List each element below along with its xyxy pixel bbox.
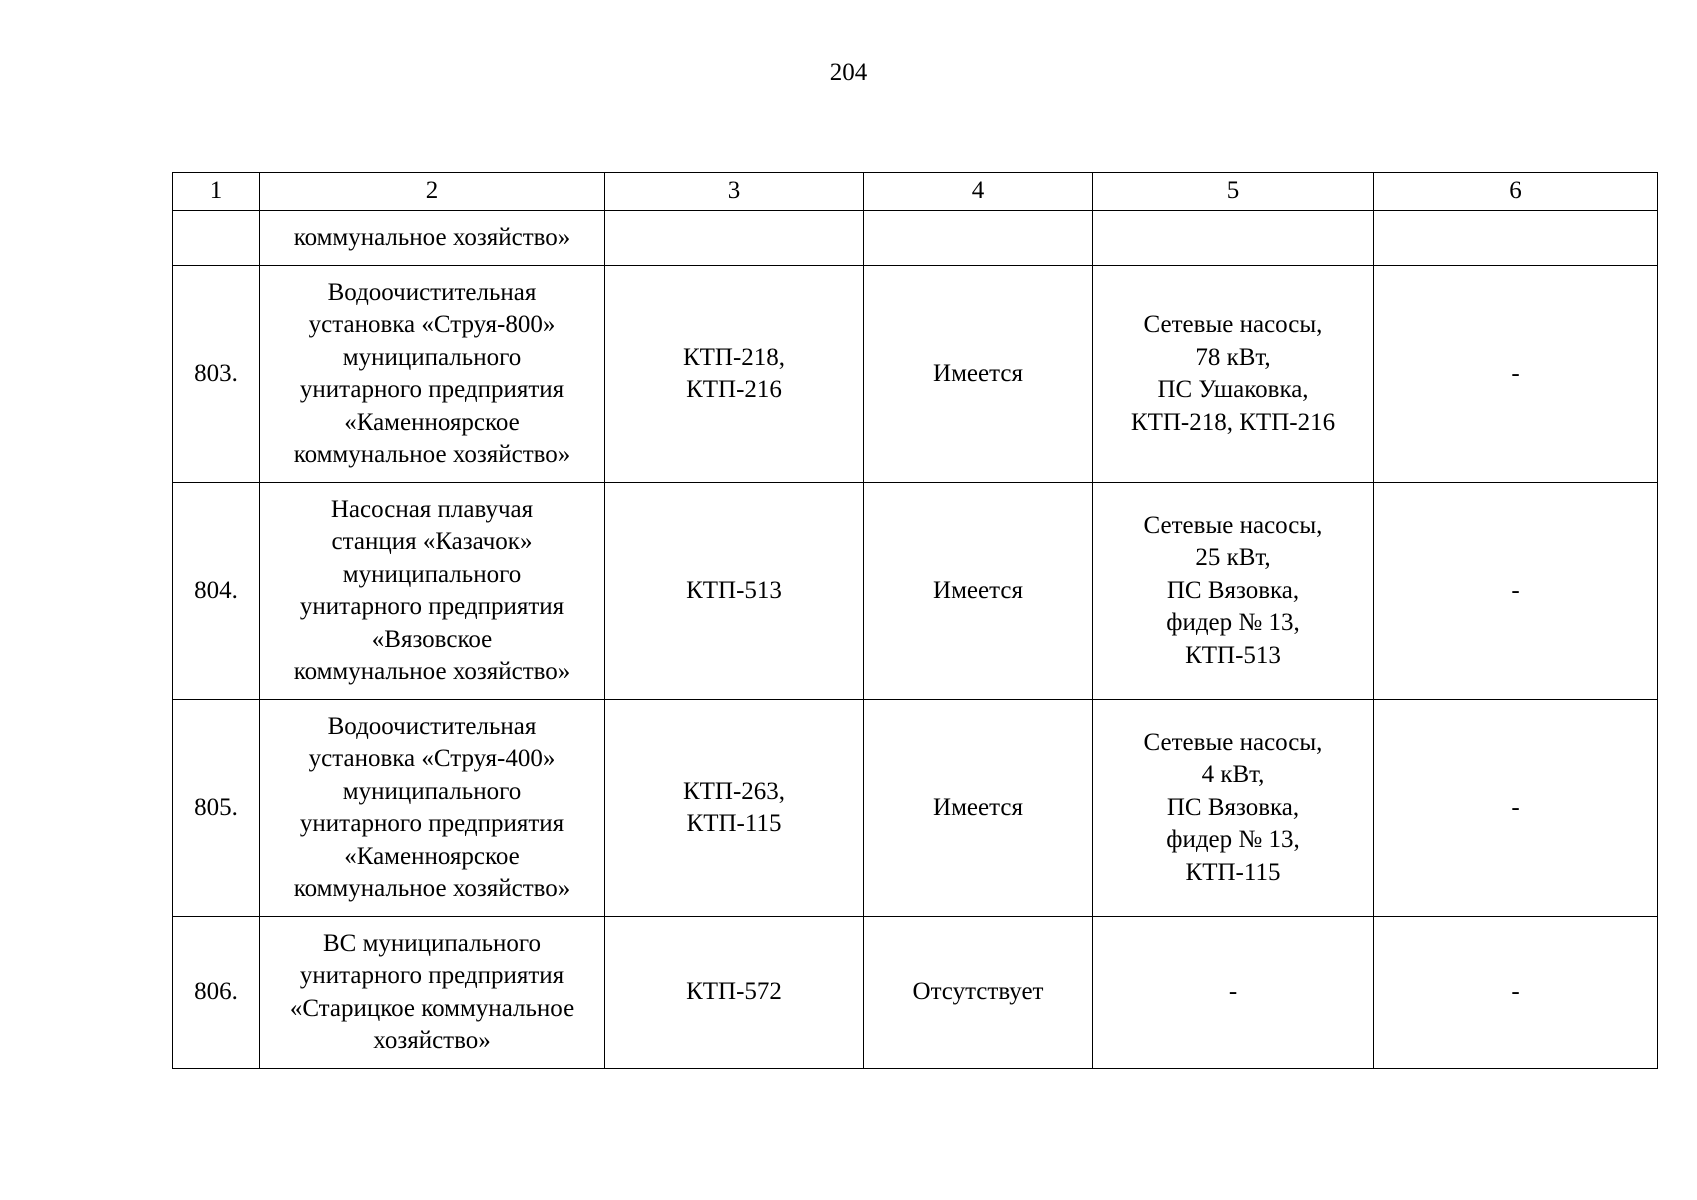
header-cell-6: 6: [1374, 173, 1658, 211]
cell-ktp: [605, 266, 864, 483]
cell-col6: [1374, 211, 1658, 266]
cell-col6: -: [1374, 266, 1658, 483]
cell-name-line: унитарного предприятия: [299, 962, 565, 989]
cell-supply-line: фидер № 13,: [1166, 826, 1300, 854]
cell-ktp-line: КТП-263,: [682, 777, 786, 805]
cell-col6: -: [1374, 917, 1658, 1069]
cell-col6: -: [1374, 483, 1658, 700]
cell-name: [260, 917, 605, 1069]
cell-supply-line: -: [1228, 978, 1238, 1006]
header-cell-1: 1: [173, 173, 260, 211]
page-number: 204: [829, 59, 868, 86]
cell-name: [260, 266, 605, 483]
cell-supply-line: КТП-115: [1185, 858, 1281, 886]
cell-name-line: муниципального: [342, 343, 522, 371]
cell-name-line: «Вязовское: [371, 625, 493, 653]
cell-supply-line: 4 кВт,: [1201, 761, 1265, 789]
cell-name-line: «Каменноярское: [344, 408, 520, 436]
cell-name-line: унитарного предприятия: [299, 376, 565, 403]
cell-ktp-line: КТП-572: [686, 978, 782, 1006]
cell-name-line: установка «Струя-800»: [308, 311, 556, 338]
cell-name: [260, 700, 605, 917]
cell-name-line: Водоочистительная: [327, 712, 537, 740]
cell-number: 804.: [173, 483, 260, 700]
cell-col6: -: [1374, 700, 1658, 917]
cell-supply-line: Сетевые насосы,: [1143, 728, 1323, 756]
cell-ktp: [605, 211, 864, 266]
header-cell-4: 4: [864, 173, 1093, 211]
cell-name-line: унитарного предприятия: [299, 593, 565, 620]
cell-availability: [864, 211, 1093, 266]
cell-name-line: ВС муниципального: [322, 929, 542, 957]
cell-name-line: коммунальное хозяйство»: [293, 223, 571, 251]
table-row: [173, 917, 1658, 1069]
cell-supply-line: КТП-218, КТП-216: [1130, 408, 1336, 436]
cell-availability: Имеется: [864, 700, 1093, 917]
header-cell-3: 3: [605, 173, 864, 211]
cell-ktp: [605, 483, 864, 700]
cell-supply-line: 25 кВт,: [1195, 544, 1271, 572]
cell-supply-line: ПС Ушаковка,: [1157, 376, 1309, 403]
table-header-row: [173, 173, 1658, 211]
header-cell-2: 2: [260, 173, 605, 211]
cell-availability: Имеется: [864, 483, 1093, 700]
cell-supply-line: Сетевые насосы,: [1143, 311, 1323, 338]
cell-number: 805.: [173, 700, 260, 917]
cell-number: 803.: [173, 266, 260, 483]
data-table: [172, 172, 1658, 1069]
table-row-continuation: [173, 211, 1658, 266]
cell-name: [260, 211, 605, 266]
header-cell-5: 5: [1093, 173, 1374, 211]
cell-name-line: Водоочистительная: [327, 278, 537, 306]
cell-ktp-line: КТП-216: [686, 376, 782, 403]
cell-name-line: коммунальное хозяйство»: [293, 658, 571, 685]
cell-number: 806.: [173, 917, 260, 1069]
cell-ktp-line: КТП-115: [686, 810, 782, 837]
table-row: [173, 266, 1658, 483]
table-row: [173, 700, 1658, 917]
cell-supply: [1093, 266, 1374, 483]
cell-supply-line: ПС Вязовка,: [1166, 793, 1300, 821]
cell-name-line: муниципального: [342, 777, 522, 805]
cell-ktp-line: КТП-218,: [682, 343, 786, 371]
cell-supply: [1093, 700, 1374, 917]
cell-name-line: хозяйство»: [373, 1027, 491, 1054]
cell-ktp: [605, 700, 864, 917]
cell-availability: Имеется: [864, 266, 1093, 483]
cell-name-line: станция «Казачок»: [331, 528, 533, 555]
cell-name-line: установка «Струя-400»: [308, 745, 556, 772]
cell-supply-line: 78 кВт,: [1195, 343, 1271, 371]
cell-supply-line: КТП-513: [1185, 641, 1281, 669]
cell-supply: [1093, 483, 1374, 700]
cell-supply: [1093, 211, 1374, 266]
cell-ktp-line: КТП-513: [686, 576, 782, 604]
cell-name: [260, 483, 605, 700]
cell-supply-line: ПС Вязовка,: [1166, 576, 1300, 604]
cell-supply: [1093, 917, 1374, 1069]
cell-availability: Отсутствует: [864, 917, 1093, 1069]
cell-name-line: Насосная плавучая: [330, 495, 534, 523]
cell-name-line: коммунальное хозяйство»: [293, 441, 571, 468]
table-row: [173, 483, 1658, 700]
cell-name-line: унитарного предприятия: [299, 810, 565, 837]
cell-name-line: коммунальное хозяйство»: [293, 875, 571, 902]
cell-name-line: «Каменноярское: [344, 842, 520, 870]
cell-number: [173, 211, 260, 266]
cell-name-line: «Старицкое коммунальное: [289, 994, 575, 1022]
cell-supply-line: Сетевые насосы,: [1143, 511, 1323, 539]
cell-supply-line: фидер № 13,: [1166, 609, 1300, 637]
cell-name-line: муниципального: [342, 560, 522, 588]
cell-ktp: [605, 917, 864, 1069]
